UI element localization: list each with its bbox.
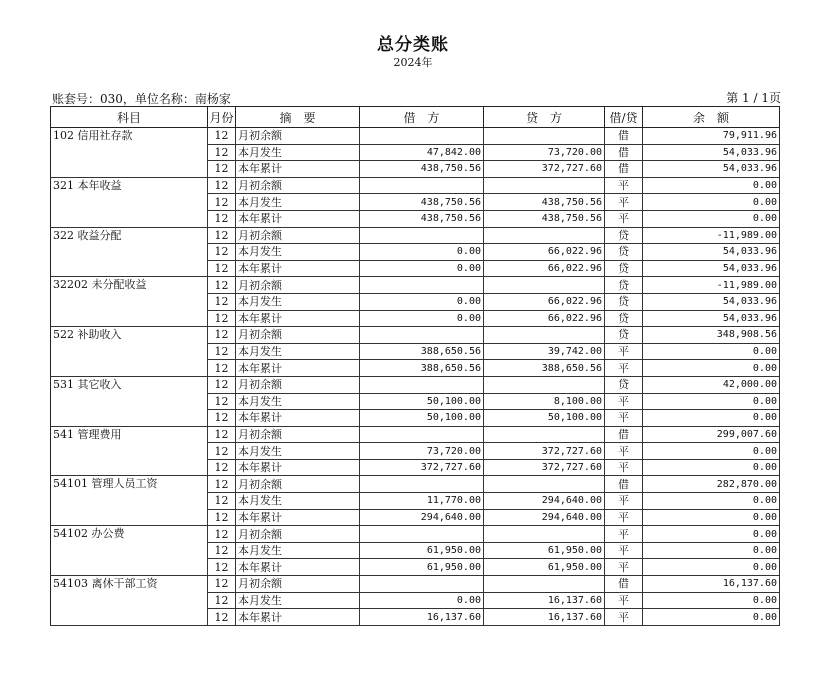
report-meta: 账套号：030，单位名称：南杨家 [52,92,231,106]
debit-cell: 294,640.00 [360,509,484,526]
credit-cell [484,128,605,145]
account-subject: 531 其它收入 [51,376,208,426]
col-header-month: 月份 [208,107,236,128]
debit-cell [360,576,484,593]
ledger-row [51,426,780,443]
direction-cell: 借 [605,426,643,443]
balance-cell: 0.00 [643,459,780,476]
debit-cell: 388,650.56 [360,343,484,360]
account-subject: 541 管理费用 [51,426,208,476]
credit-cell: 66,022.96 [484,293,605,310]
debit-cell: 61,950.00 [360,559,484,576]
direction-cell: 贷 [605,327,643,344]
credit-cell [484,327,605,344]
month-cell: 12 [208,310,236,327]
balance-cell: 299,007.60 [643,426,780,443]
credit-cell [484,426,605,443]
balance-cell: 0.00 [643,509,780,526]
month-cell: 12 [208,476,236,493]
summary-cell: 本年累计 [236,360,360,377]
ledger-header [51,107,780,128]
credit-cell: 372,727.60 [484,161,605,178]
month-cell: 12 [208,293,236,310]
debit-cell: 372,727.60 [360,459,484,476]
col-header-direction: 借/贷 [605,107,643,128]
direction-cell: 贷 [605,227,643,244]
debit-cell: 50,100.00 [360,410,484,427]
summary-cell: 月初余额 [236,277,360,294]
direction-cell: 贷 [605,244,643,261]
balance-cell: 0.00 [643,559,780,576]
debit-cell [360,476,484,493]
direction-cell: 平 [605,443,643,460]
summary-cell: 本年累计 [236,161,360,178]
direction-cell: 贷 [605,277,643,294]
month-cell: 12 [208,161,236,178]
credit-cell [484,576,605,593]
direction-cell: 平 [605,210,643,227]
direction-cell: 平 [605,177,643,194]
summary-cell: 本月发生 [236,443,360,460]
month-cell: 12 [208,459,236,476]
direction-cell: 借 [605,144,643,161]
month-cell: 12 [208,177,236,194]
col-header-summary: 摘 要 [236,107,360,128]
credit-cell: 50,100.00 [484,410,605,427]
month-cell: 12 [208,443,236,460]
month-cell: 12 [208,576,236,593]
account-subject: 522 补助收入 [51,327,208,377]
credit-cell [484,227,605,244]
balance-cell: 0.00 [643,177,780,194]
balance-cell: 0.00 [643,210,780,227]
balance-cell: 54,033.96 [643,244,780,261]
account-subject: 32202 未分配收益 [51,277,208,327]
month-cell: 12 [208,194,236,211]
balance-cell: 0.00 [643,194,780,211]
account-subject: 322 收益分配 [51,227,208,277]
debit-cell [360,177,484,194]
month-cell: 12 [208,609,236,626]
col-header-debit: 借 方 [360,107,484,128]
credit-cell: 294,640.00 [484,509,605,526]
balance-cell: 54,033.96 [643,161,780,178]
balance-cell: 0.00 [643,526,780,543]
summary-cell: 本年累计 [236,559,360,576]
direction-cell: 平 [605,609,643,626]
summary-cell: 月初余额 [236,327,360,344]
credit-cell: 66,022.96 [484,244,605,261]
direction-cell: 平 [605,542,643,559]
summary-cell: 月初余额 [236,376,360,393]
col-header-balance: 余 额 [643,107,780,128]
ledger-row [51,327,780,344]
month-cell: 12 [208,542,236,559]
month-cell: 12 [208,327,236,344]
direction-cell: 平 [605,559,643,576]
month-cell: 12 [208,260,236,277]
account-subject: 321 本年收益 [51,177,208,227]
page-indicator: 第 1 / 1页 [726,91,781,105]
summary-cell: 本月发生 [236,542,360,559]
month-cell: 12 [208,244,236,261]
credit-cell: 388,650.56 [484,360,605,377]
report-year: 2024年 [393,56,433,69]
month-cell: 12 [208,376,236,393]
balance-cell: 0.00 [643,393,780,410]
debit-cell [360,128,484,145]
summary-cell: 月初余额 [236,128,360,145]
credit-cell: 66,022.96 [484,260,605,277]
month-cell: 12 [208,210,236,227]
debit-cell [360,376,484,393]
balance-cell: 0.00 [643,542,780,559]
direction-cell: 平 [605,459,643,476]
credit-cell: 294,640.00 [484,493,605,510]
direction-cell: 贷 [605,310,643,327]
direction-cell: 贷 [605,293,643,310]
direction-cell: 平 [605,194,643,211]
month-cell: 12 [208,144,236,161]
summary-cell: 本年累计 [236,310,360,327]
debit-cell [360,327,484,344]
debit-cell: 438,750.56 [360,210,484,227]
credit-cell: 61,950.00 [484,542,605,559]
direction-cell: 贷 [605,260,643,277]
summary-cell: 月初余额 [236,177,360,194]
balance-cell: 0.00 [643,493,780,510]
month-cell: 12 [208,493,236,510]
balance-cell: 0.00 [643,410,780,427]
debit-cell: 0.00 [360,293,484,310]
summary-cell: 本月发生 [236,493,360,510]
summary-cell: 本月发生 [236,194,360,211]
month-cell: 12 [208,360,236,377]
month-cell: 12 [208,343,236,360]
month-cell: 12 [208,410,236,427]
debit-cell [360,227,484,244]
debit-cell: 16,137.60 [360,609,484,626]
ledger-row [51,526,780,543]
summary-cell: 本月发生 [236,592,360,609]
month-cell: 12 [208,277,236,294]
balance-cell: 0.00 [643,343,780,360]
account-subject: 54102 办公费 [51,526,208,576]
direction-cell: 平 [605,393,643,410]
credit-cell: 61,950.00 [484,559,605,576]
month-cell: 12 [208,592,236,609]
balance-cell: 54,033.96 [643,144,780,161]
debit-cell: 47,842.00 [360,144,484,161]
debit-cell: 0.00 [360,260,484,277]
summary-cell: 本月发生 [236,144,360,161]
balance-cell: -11,989.00 [643,277,780,294]
summary-cell: 本年累计 [236,260,360,277]
debit-cell: 438,750.56 [360,161,484,178]
summary-cell: 月初余额 [236,526,360,543]
account-subject: 102 信用社存款 [51,128,208,178]
month-cell: 12 [208,426,236,443]
col-header-credit: 贷 方 [484,107,605,128]
summary-cell: 本年累计 [236,410,360,427]
direction-cell: 借 [605,161,643,178]
balance-cell: 54,033.96 [643,293,780,310]
direction-cell: 借 [605,476,643,493]
ledger-row [51,476,780,493]
balance-cell: -11,989.00 [643,227,780,244]
balance-cell: 54,033.96 [643,310,780,327]
balance-cell: 348,908.56 [643,327,780,344]
credit-cell: 438,750.56 [484,194,605,211]
summary-cell: 本年累计 [236,509,360,526]
account-subject: 54103 离休干部工资 [51,576,208,626]
ledger-table [50,106,780,626]
summary-cell: 本年累计 [236,609,360,626]
month-cell: 12 [208,526,236,543]
debit-cell: 0.00 [360,310,484,327]
summary-cell: 本月发生 [236,293,360,310]
direction-cell: 借 [605,576,643,593]
balance-cell: 16,137.60 [643,576,780,593]
debit-cell [360,277,484,294]
ledger-row [51,227,780,244]
summary-cell: 月初余额 [236,227,360,244]
month-cell: 12 [208,227,236,244]
credit-cell: 73,720.00 [484,144,605,161]
col-header-subject: 科目 [51,107,208,128]
credit-cell: 438,750.56 [484,210,605,227]
direction-cell: 平 [605,360,643,377]
credit-cell [484,277,605,294]
balance-cell: 0.00 [643,609,780,626]
direction-cell: 平 [605,592,643,609]
month-cell: 12 [208,128,236,145]
balance-cell: 54,033.96 [643,260,780,277]
balance-cell: 0.00 [643,592,780,609]
credit-cell: 16,137.60 [484,609,605,626]
month-cell: 12 [208,509,236,526]
balance-cell: 0.00 [643,443,780,460]
balance-cell: 282,870.00 [643,476,780,493]
credit-cell: 66,022.96 [484,310,605,327]
credit-cell [484,376,605,393]
summary-cell: 本月发生 [236,244,360,261]
credit-cell: 16,137.60 [484,592,605,609]
balance-cell: 42,000.00 [643,376,780,393]
credit-cell: 8,100.00 [484,393,605,410]
direction-cell: 贷 [605,376,643,393]
debit-cell: 50,100.00 [360,393,484,410]
ledger-row [51,576,780,593]
direction-cell: 借 [605,128,643,145]
credit-cell [484,476,605,493]
ledger-row [51,376,780,393]
month-cell: 12 [208,559,236,576]
credit-cell: 39,742.00 [484,343,605,360]
account-subject: 54101 管理人员工资 [51,476,208,526]
direction-cell: 平 [605,493,643,510]
debit-cell [360,426,484,443]
credit-cell [484,526,605,543]
direction-cell: 平 [605,526,643,543]
ledger-row [51,128,780,145]
direction-cell: 平 [605,509,643,526]
credit-cell [484,177,605,194]
ledger-row [51,177,780,194]
debit-cell: 388,650.56 [360,360,484,377]
balance-cell: 79,911.96 [643,128,780,145]
direction-cell: 平 [605,343,643,360]
debit-cell: 438,750.56 [360,194,484,211]
debit-cell: 73,720.00 [360,443,484,460]
ledger-body [51,128,780,626]
summary-cell: 本年累计 [236,459,360,476]
summary-cell: 月初余额 [236,426,360,443]
summary-cell: 月初余额 [236,476,360,493]
month-cell: 12 [208,393,236,410]
ledger-row [51,277,780,294]
direction-cell: 平 [605,410,643,427]
credit-cell: 372,727.60 [484,443,605,460]
summary-cell: 本月发生 [236,343,360,360]
summary-cell: 本月发生 [236,393,360,410]
debit-cell: 0.00 [360,244,484,261]
summary-cell: 本年累计 [236,210,360,227]
report-title: 总分类账 [377,35,449,55]
balance-cell: 0.00 [643,360,780,377]
credit-cell: 372,727.60 [484,459,605,476]
debit-cell: 11,770.00 [360,493,484,510]
summary-cell: 月初余额 [236,576,360,593]
debit-cell: 61,950.00 [360,542,484,559]
debit-cell: 0.00 [360,592,484,609]
debit-cell [360,526,484,543]
